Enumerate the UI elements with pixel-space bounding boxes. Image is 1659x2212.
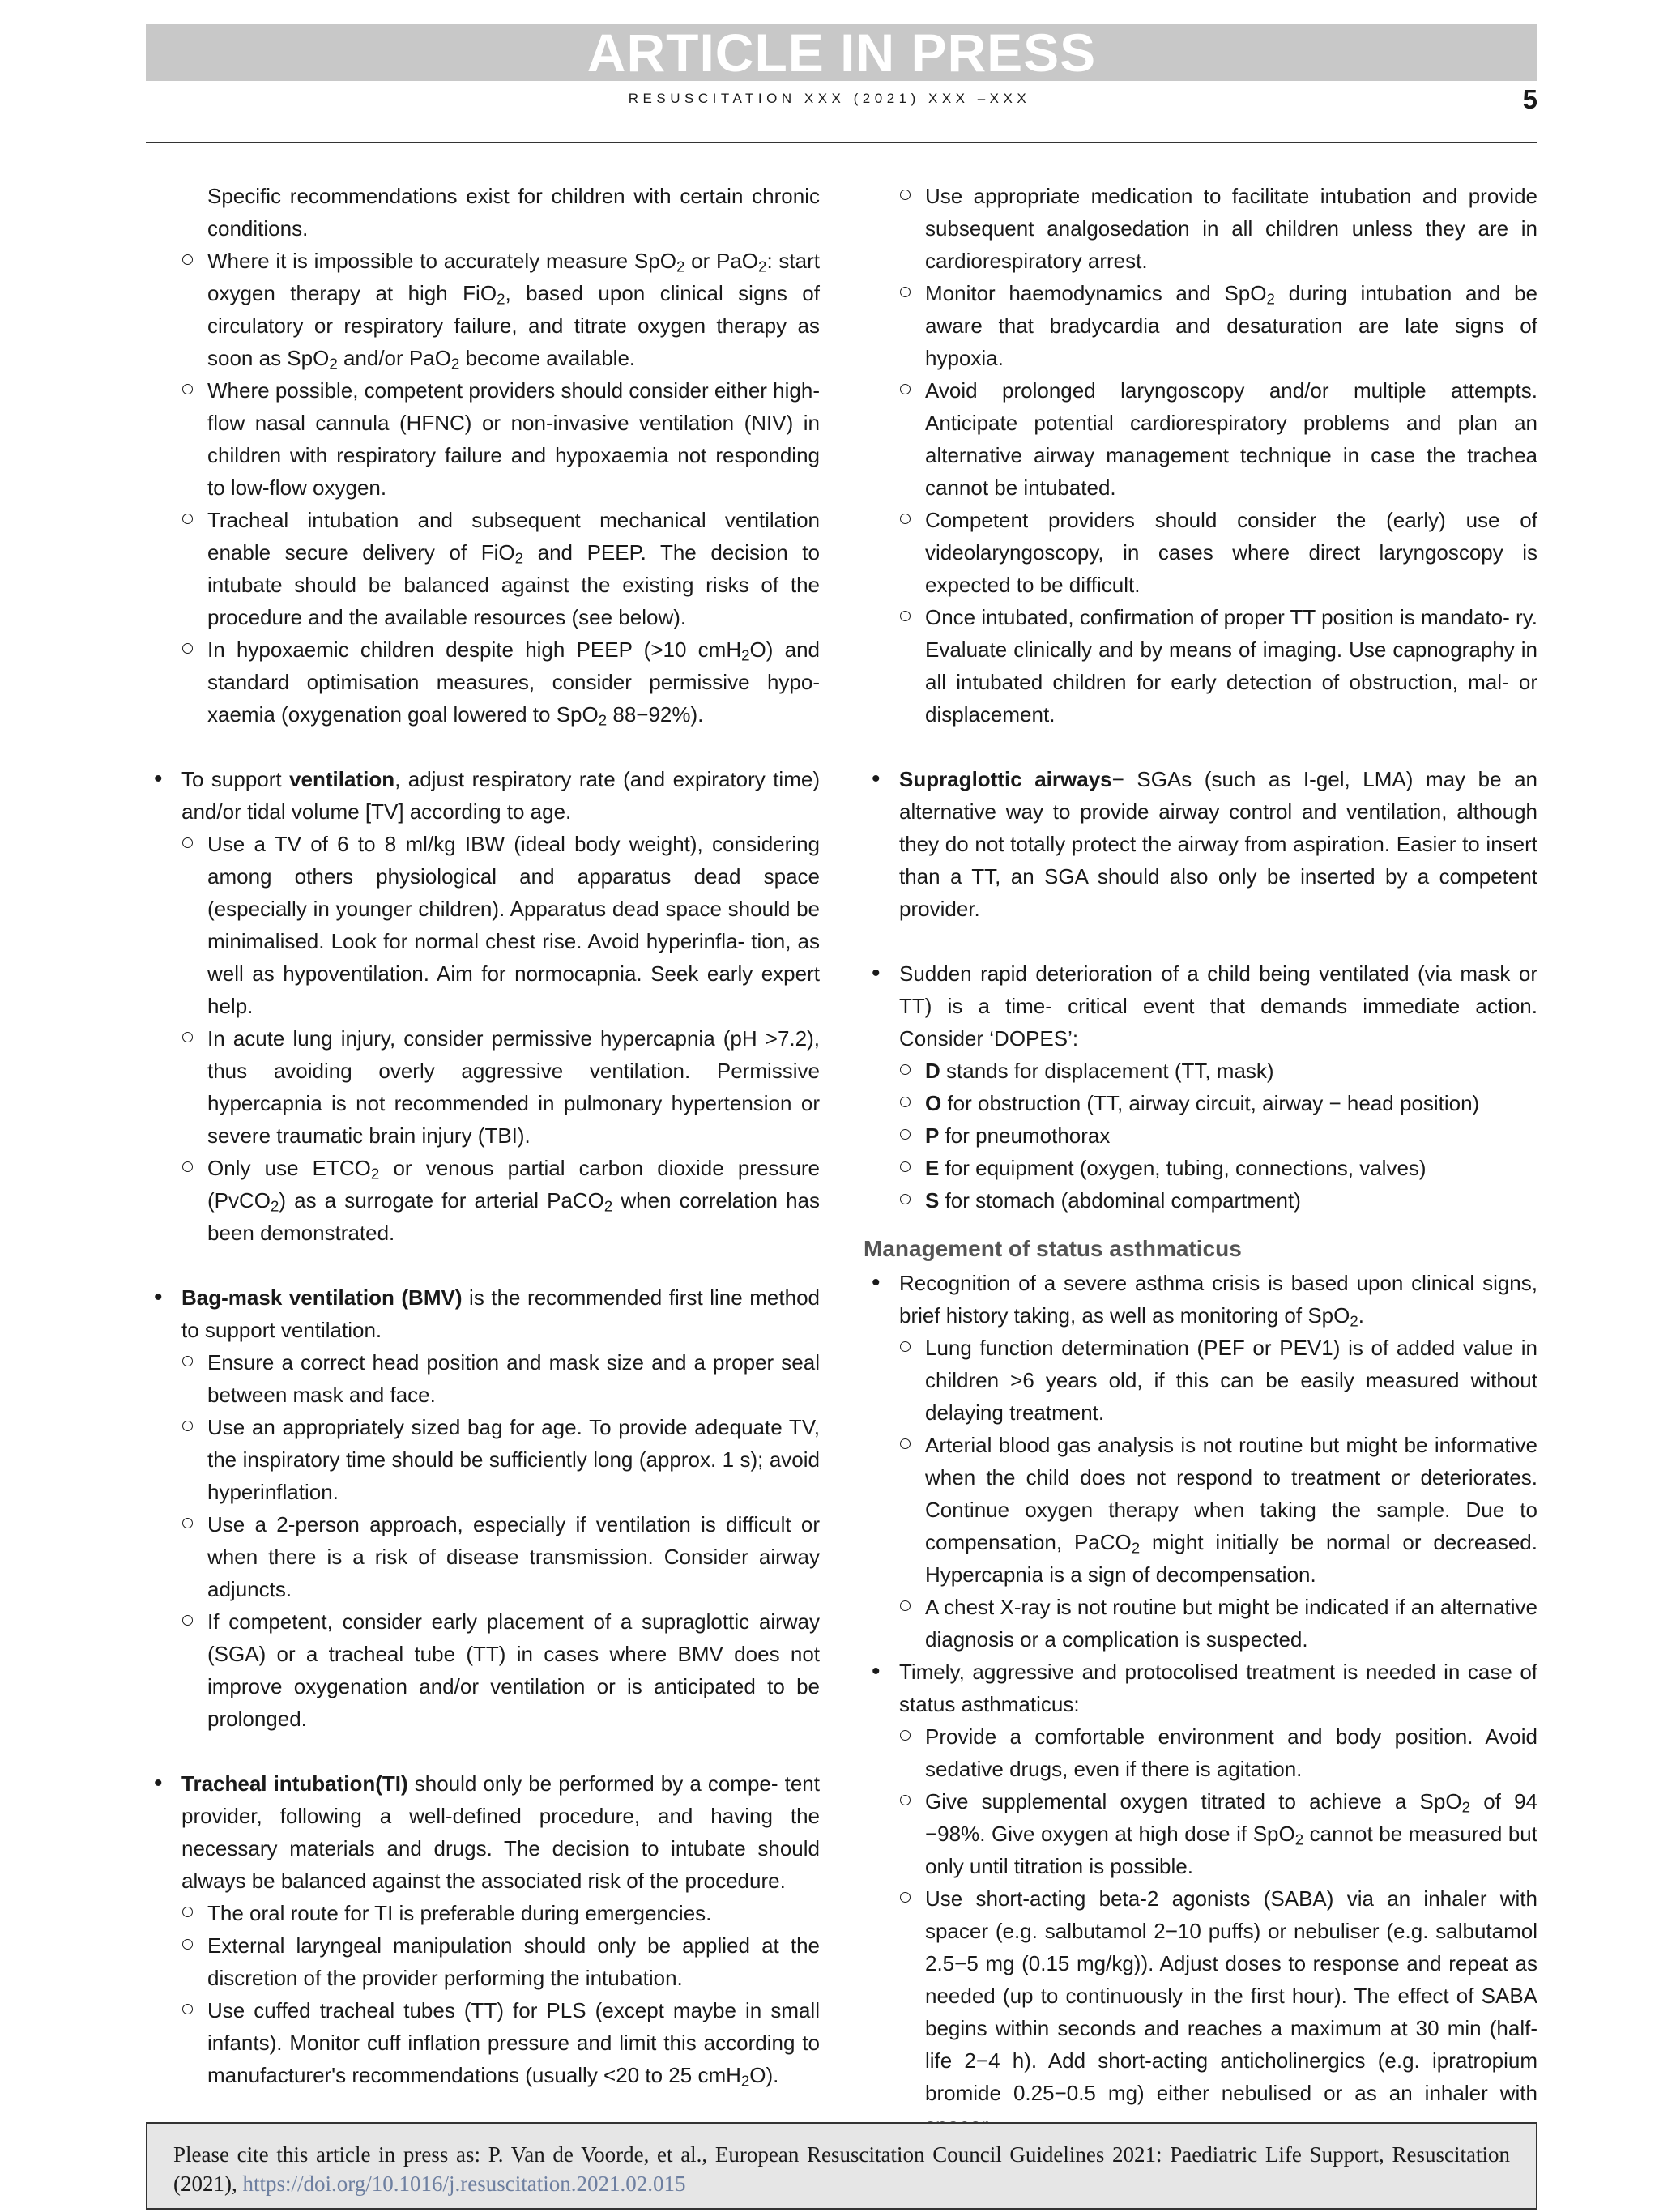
paragraph-gap bbox=[864, 925, 1537, 957]
bullet-item: • Tracheal intubation(TI) should only be performed by a compe- tent provider, following a well-defined procedure, and having the necessary materials and drugs. The decision to intubate should always be balanced against the associated risk of the procedure. bbox=[146, 1767, 820, 1897]
sub-bullet-item: Where possible, competent providers should consider either high-flow nasal cannula (HFNC) or non-invasive ventilation (NIV) in children with respiratory failure and hypoxaemia not responding to low-flow oxygen. bbox=[146, 374, 820, 504]
section-heading: Management of status asthmaticus bbox=[864, 1236, 1242, 1261]
left-column bbox=[146, 180, 820, 2091]
sub-bullet-item: External laryngeal manipulation should only be applied at the discretion of the provider performing the intubation. bbox=[146, 1929, 820, 1994]
bullet-item: • Bag-mask ventilation (BMV) is the recommended first line method to support ventilation. bbox=[146, 1281, 820, 1346]
sub-bullet-item: Give supplemental oxygen titrated to achieve a SpO$_2$ of 94 −98%. Give oxygen at high dose if SpO$_2$ cannot be measured but only until titration is possible. bbox=[864, 1785, 1537, 1882]
sub-bullet-item: In acute lung injury, consider permissive hypercapnia (pH >7.2), thus avoiding overly aggressive ventilation. Permissive hypercapnia is not recommended in pulmonary hypertension or severe traumatic brain injury (TBI). bbox=[146, 1022, 820, 1152]
sub-bullet-item: A chest X-ray is not routine but might be indicated if an alternative diagnosis or a complication is suspected. bbox=[864, 1591, 1537, 1656]
bullet-item: • Supraglottic airways− SGAs (such as I-gel, LMA) may be an alternative way to provide airway control and ventilation, although they do not totally protect the airway from aspiration. Easier to insert than a TT, an SGA should also only be inserted by a competent provider. bbox=[864, 763, 1537, 925]
right-column bbox=[864, 180, 1537, 2142]
journal-running-head: RESUSCITATION XXX (2021) XXX –XXX bbox=[628, 91, 1031, 106]
sub-bullet-item: S for stomach (abdominal compartment) bbox=[864, 1184, 1537, 1217]
banner-text: ARTICLE IN PRESS bbox=[586, 23, 1097, 83]
continuation-text: Specific recommendations exist for children with certain chronic conditions. bbox=[207, 184, 820, 241]
sub-bullet-item: O for obstruction (TT, airway circuit, airway − head position) bbox=[864, 1087, 1537, 1119]
sub-bullet-item: Provide a comfortable environment and body position. Avoid sedative drugs, even if there is agitation. bbox=[864, 1720, 1537, 1785]
doi-link[interactable]: https://doi.org/10.1016/j.resuscitation.2021.02.015 bbox=[242, 2172, 686, 2196]
paragraph-gap bbox=[146, 1249, 820, 1281]
sub-bullet-item: Ensure a correct head position and mask size and a proper seal between mask and face. bbox=[146, 1346, 820, 1411]
sub-bullet-item: Arterial blood gas analysis is not routine but might be informative when the child does not respond to treatment or deteriorates. Continue oxygen therapy when taking the sample. Due to compensation, PaCO$_2$ might initially be normal or decreased. Hypercapnia is a sign of decompensation. bbox=[864, 1429, 1537, 1591]
page-number: 5 bbox=[1522, 84, 1537, 114]
sub-bullet-item: Tracheal intubation and subsequent mechanical ventilation enable secure delivery of FiO$_2$ and PEEP. The decision to intubate should be balanced against the existing risks of the procedure and the available resources (see below). bbox=[146, 504, 820, 633]
citation-box bbox=[146, 2122, 1537, 2210]
sub-bullet-item: If competent, consider early placement of a supraglottic airway (SGA) or a tracheal tube (TT) in cases where BMV does not improve oxygenation and/or ventilation or is anticipated to be prolonged. bbox=[146, 1605, 820, 1735]
article-in-press-banner bbox=[146, 24, 1537, 81]
sub-bullet-item: Competent providers should consider the (early) use of videolaryngoscopy, in cases where direct laryngoscopy is expected to be difficult. bbox=[864, 504, 1537, 601]
sub-bullet-item: The oral route for TI is preferable during emergencies. bbox=[146, 1897, 820, 1929]
bullet-item: • Sudden rapid deterioration of a child being ventilated (via mask or TT) is a time- critical event that demands immediate action. Consider ‘DOPES’: bbox=[864, 957, 1537, 1055]
sub-bullet-item: In hypoxaemic children despite high PEEP (>10 cmH$_2$O) and standard optimisation measures, consider permissive hypo- xaemia (oxygenation goal lowered to SpO$_2$ 88−92%). bbox=[146, 633, 820, 731]
paragraph-gap bbox=[146, 731, 820, 763]
sub-bullet-item: P for pneumothorax bbox=[864, 1119, 1537, 1152]
sub-bullet-item: Use an appropriately sized bag for age. To provide adequate TV, the inspiratory time should be sufficiently long (approx. 1 s); avoid hyperinflation. bbox=[146, 1411, 820, 1508]
bullet-item: • To support ventilation, adjust respiratory rate (and expiratory time) and/or tidal volume [TV] according to age. bbox=[146, 763, 820, 828]
bullet-item: • Recognition of a severe asthma crisis is based upon clinical signs, brief history taking, as well as monitoring of SpO$_2$. bbox=[864, 1267, 1537, 1332]
sub-bullet-item: E for equipment (oxygen, tubing, connections, valves) bbox=[864, 1152, 1537, 1184]
sub-bullet-item: Only use $ETCO_2$ or venous partial carbon dioxide pressure (PvCO$_2$) as a surrogate for arterial PaCO$_2$ when correlation has been demonstrated. bbox=[146, 1152, 820, 1249]
sub-bullet-item: Use a 2-person approach, especially if ventilation is difficult or when there is a risk of disease transmission. Consider airway adjuncts. bbox=[146, 1508, 820, 1605]
sub-bullet-item: Where it is impossible to accurately measure SpO$_2$ or PaO$_2$: start oxygen therapy at high FiO$_2$, based upon clinical signs of circulatory or respiratory failure, and titrate oxygen therapy as soon as SpO$_2$ and/or PaO$_2$ become available. bbox=[146, 245, 820, 374]
sub-bullet-item: Avoid prolonged laryngoscopy and/or multiple attempts. Anticipate potential cardiorespiratory problems and plan an alternative airway management technique in case the trachea cannot be intubated. bbox=[864, 374, 1537, 504]
sub-bullet-item: Lung function determination (PEF or PEV1) is of added value in children >6 years old, if this can be easily measured without delaying treatment. bbox=[864, 1332, 1537, 1429]
header-rule bbox=[146, 142, 1537, 143]
bullet-item: • Timely, aggressive and protocolised treatment is needed in case of status asthmaticus: bbox=[864, 1656, 1537, 1720]
paragraph-gap bbox=[146, 1735, 820, 1767]
sub-bullet-item: Use appropriate medication to facilitate intubation and provide subsequent analgosedation in all children unless they are in cardiorespiratory arrest. bbox=[864, 180, 1537, 277]
sub-bullet-item: D stands for displacement (TT, mask) bbox=[864, 1055, 1537, 1087]
paragraph-gap bbox=[864, 731, 1537, 763]
sub-bullet-item: Use short-acting beta-2 agonists (SABA) via an inhaler with spacer (e.g. salbutamol 2−10 puffs) or nebuliser (e.g. salbutamol 2.5−5 mg (0.15 mg/kg)). Adjust doses to response and repeat as needed (up to continuously in the first hour). The effect of SABA begins within seconds and reaches a maximum at 30 min (half- life 2−4 h). Add short-acting anticholinergics (e.g. ipratropium bromide 0.25−0.5 mg) either nebulised or as an inhaler with bbox=[864, 1882, 1537, 2142]
sub-bullet-item: Use a TV of 6 to 8 ml/kg IBW (ideal body weight), considering among others physiological and apparatus dead space (especially in younger children). Apparatus dead space should be minimalised. Look for normal chest rise. Avoid hyperinfla- tion, as well as hypoventilation. Aim for normocapnia. Seek early expert help. bbox=[146, 828, 820, 1022]
citation-text: Please cite this article in press as: P. Van de Voorde, et al., European Resuscitation Council Guidelines 2021: Paediatric Life Support, Resuscitation (2021), bbox=[173, 2142, 1510, 2196]
sub-bullet-item: Once intubated, confirmation of proper TT position is mandato- ry. Evaluate clinically and by means of imaging. Use capnography in all intubated children for early detection of obstruction, mal- or displacement. bbox=[864, 601, 1537, 731]
sub-bullet-item: Use cuffed tracheal tubes (TT) for PLS (except maybe in small infants). Monitor cuff inflation pressure and limit this according to manufacturer's recommendations (usually <20 to 25 cmH$_2$O). bbox=[146, 1994, 820, 2091]
sub-bullet-item: Monitor haemodynamics and SpO$_2$ during intubation and be aware that bradycardia and desaturation are late signs of hypoxia. bbox=[864, 277, 1537, 374]
